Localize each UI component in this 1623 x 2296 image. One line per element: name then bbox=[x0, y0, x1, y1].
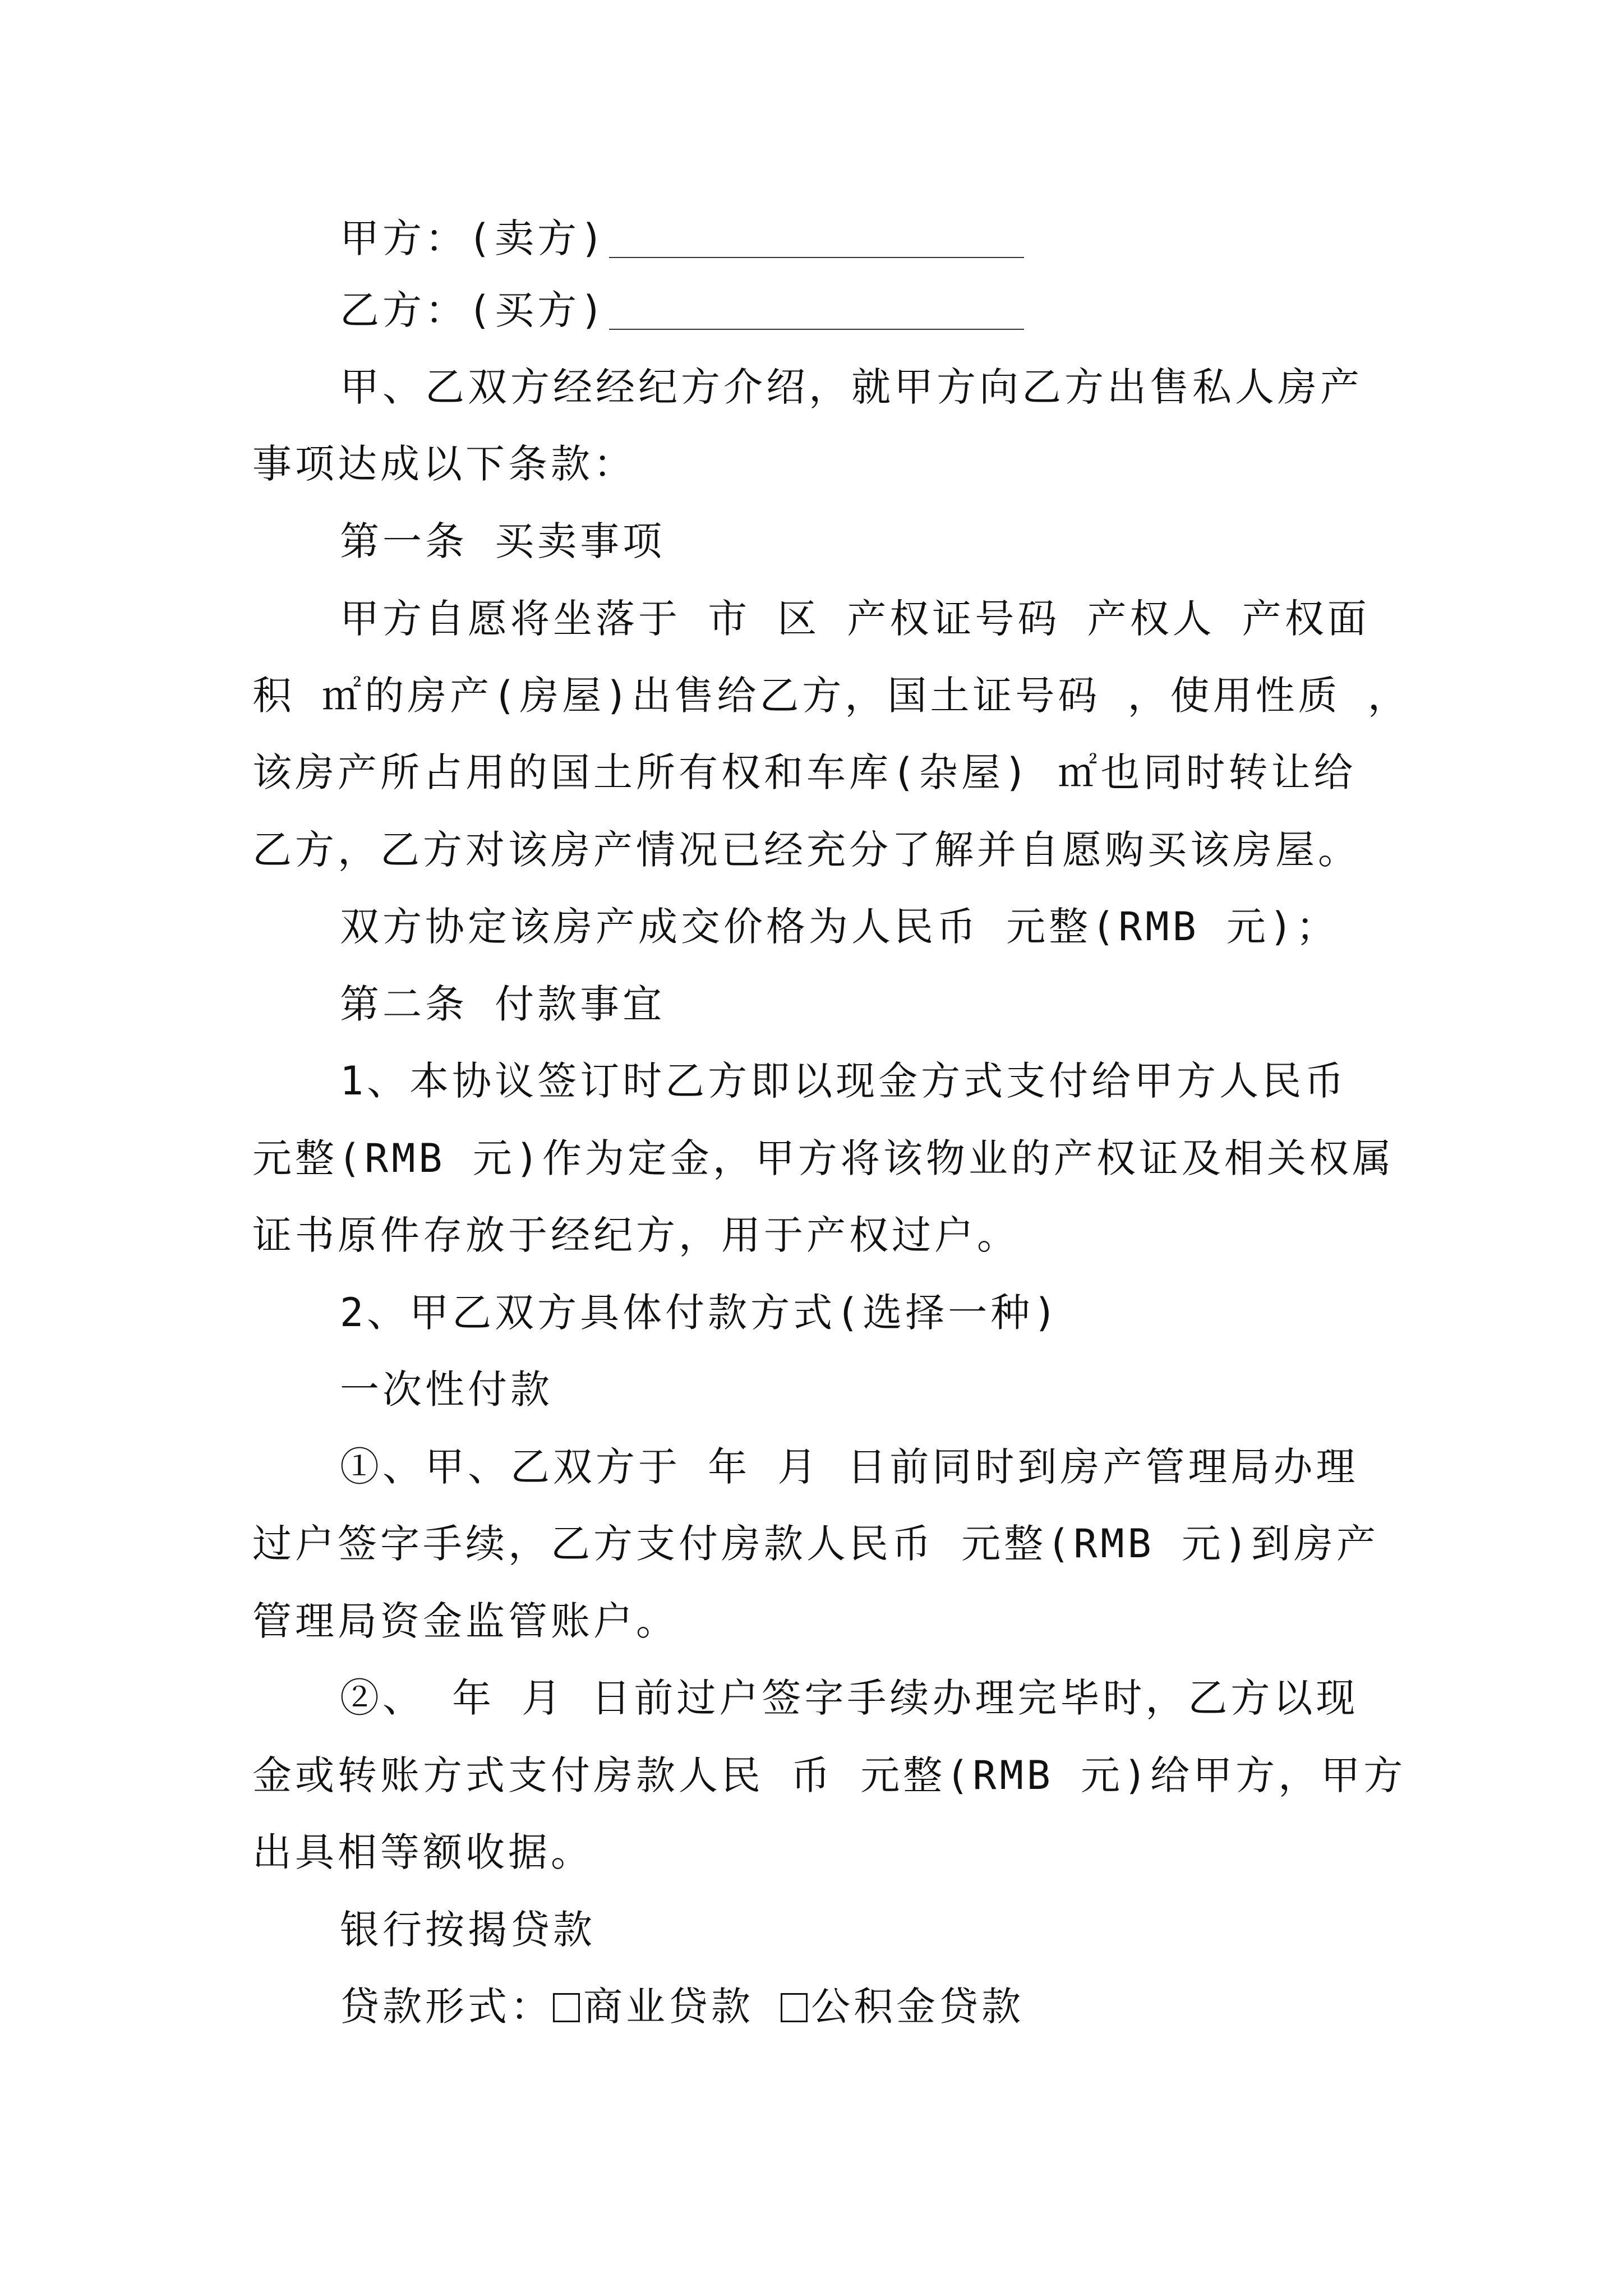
item1-line-3: 证书原件存放于经纪方，用于产权过户。 bbox=[252, 1212, 1020, 1258]
party-a-blank[interactable] bbox=[609, 223, 1024, 258]
price-line: 双方协定该房产成交价格为人民币 元整(RMB 元)； bbox=[340, 904, 1339, 950]
sub2-line-1: ②、 年 月 日前过户签字手续办理完毕时，乙方以现 bbox=[340, 1675, 1359, 1721]
article1-line-4: 乙方，乙方对该房产情况已经充分了解并自愿购买该房屋。 bbox=[252, 827, 1361, 873]
intro-line-2: 事项达成以下条款： bbox=[252, 441, 636, 487]
item2-line: 2、甲乙双方具体付款方式(选择一种) bbox=[340, 1290, 1061, 1336]
commercial-loan-label: 商业贷款 bbox=[583, 1984, 754, 2030]
item1-line-1: 1、本协议签订时乙方即以现金方式支付给甲方人民币 bbox=[340, 1058, 1348, 1104]
item1-line-2: 元整(RMB 元)作为定金，甲方将该物业的产权证及相关权属 bbox=[252, 1135, 1395, 1181]
party-b-blank[interactable] bbox=[609, 295, 1024, 330]
article1-heading: 第一条 买卖事项 bbox=[340, 518, 666, 564]
loan-form-line bbox=[0, 1984, 1623, 2030]
sub2-line-3: 出具相等额收据。 bbox=[252, 1829, 593, 1875]
article1-line-2: 积 ㎡的房产(房屋)出售给乙方，国土证号码 ，使用性质 ， bbox=[252, 673, 1410, 719]
commercial-loan-checkbox[interactable] bbox=[553, 1993, 580, 2022]
loan-form-label: 贷款形式： bbox=[340, 1984, 553, 2030]
mortgage-heading: 银行按揭贷款 bbox=[340, 1907, 596, 1953]
party-b-line bbox=[0, 287, 1623, 333]
party-a-label: 甲方：(卖方) bbox=[340, 215, 607, 261]
party-a-line bbox=[0, 215, 1623, 261]
article1-line-3: 该房产所占用的国土所有权和车库(杂屋) ㎡也同时转让给 bbox=[252, 749, 1357, 795]
sub1-line-1: ①、甲、乙双方于 年 月 日前同时到房产管理局办理 bbox=[340, 1444, 1359, 1490]
provident-fund-loan-checkbox[interactable] bbox=[781, 1993, 808, 2022]
article2-heading: 第二条 付款事宜 bbox=[340, 981, 666, 1027]
article1-line-1: 甲方自愿将坐落于 市 区 产权证号码 产权人 产权面 bbox=[340, 596, 1370, 642]
sub1-line-3: 管理局资金监管账户。 bbox=[252, 1598, 679, 1644]
party-b-label: 乙方：(买方) bbox=[340, 287, 607, 333]
intro-line-1: 甲、乙双方经经纪方介绍，就甲方向乙方出售私人房产 bbox=[340, 364, 1363, 410]
sub1-line-2: 过户签字手续，乙方支付房款人民币 元整(RMB 元)到房产 bbox=[252, 1521, 1380, 1567]
lump-sum-heading: 一次性付款 bbox=[340, 1366, 553, 1412]
sub2-line-2: 金或转账方式支付房款人民 币 元整(RMB 元)给甲方，甲方 bbox=[252, 1752, 1407, 1798]
provident-fund-loan-label: 公积金贷款 bbox=[811, 1984, 1025, 2030]
